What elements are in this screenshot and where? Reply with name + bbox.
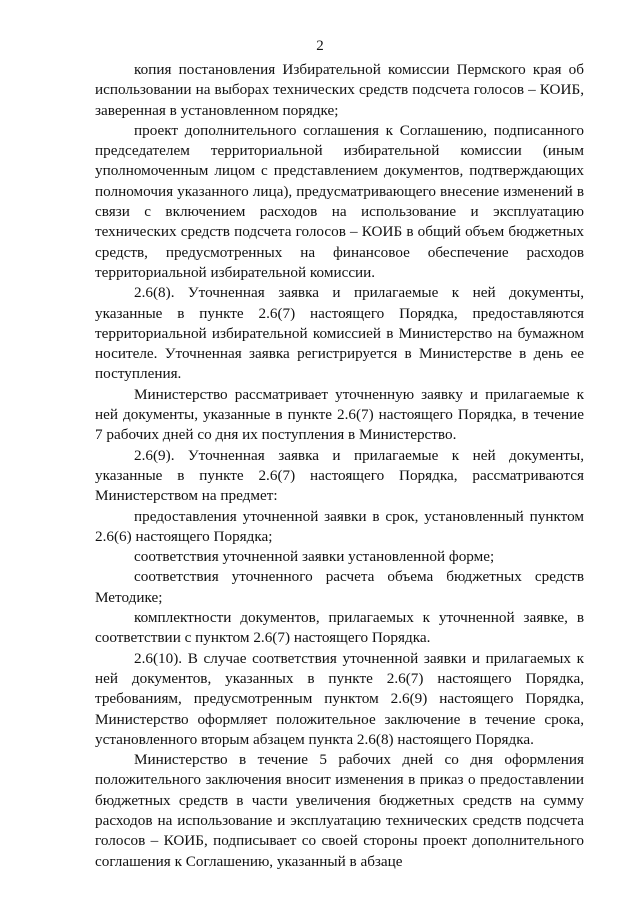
list-item-deadline: предоставления уточненной заявки в срок, установленный пунктом 2.6(6) настоящего Порядка; xyxy=(95,507,584,545)
paragraph-ministry-changes: Министерство в течение 5 рабочих дней со дня оформления положительного заключения вносит изменения в приказ о предоставлении бюджетных средств в части увеличения бюджетных средств на сумму расходов на использование и эксплуатацию технических средств подсчета голосов – КОИБ, подписывает со своей стороны проект дополнительного соглашения к Соглашению, указанный в абзаце xyxy=(95,751,584,870)
page-number: 2 xyxy=(316,38,324,54)
list-item-methodology: соответствия уточненного расчета объема бюджетных средств Методике; xyxy=(95,568,584,606)
paragraph-ministry-review: Министерство рассматривает уточненную заявку и прилагаемые к ней документы, указанные в пункте 2.6(7) настоящего Порядка, в течение 7 рабочих дней со дня их поступления в Министерство. xyxy=(95,385,584,444)
paragraph-2-6-8: 2.6(8). Уточненная заявка и прилагаемые к ней документы, указанные в пункте 2.6(7) настоящего Порядка, предоставляются территориальной избирательной комиссией в Министерство на бумажном носителе. Уточненная заявка регистрируется в Министерстве в день ее поступления. xyxy=(95,284,584,383)
list-item-form: соответствия уточненной заявки установленной форме; xyxy=(134,548,495,566)
paragraph-copy-resolution: копия постановления Избирательной комиссии Пермского края об использовании на выборах технических средств подсчета голосов – КОИБ, заверенная в установленном порядке; xyxy=(95,61,584,119)
list-item-completeness: комплектности документов, прилагаемых к уточненной заявке, в соответствии с пунктом 2.6(7) настоящего Порядка. xyxy=(95,609,584,647)
paragraph-2-6-9: 2.6(9). Уточненная заявка и прилагаемые к ней документы, указанные в пункте 2.6(7) настоящего Порядка, рассматриваются Министерством на предмет: xyxy=(95,446,584,505)
document-body xyxy=(95,60,584,872)
paragraph-2-6-10: 2.6(10). В случае соответствия уточненной заявки и прилагаемых к ней документов, указанных в пункте 2.6(7) настоящего Порядка, требованиям, предусмотренным пунктом 2.6(9) настоящего Порядка, Министерство оформляет положительное заключение в течение срока, установленного вторым абзацем пункта 2.6(8) настоящего Порядка. xyxy=(95,649,584,748)
paragraph-draft-agreement: проект дополнительного соглашения к Соглашению, подписанного председателем территориальной избирательной комиссии (иным уполномоченным лицом с представлением документов, подтверждающих полномочия указанного лица), предусматривающего внесение изменений в связи с включением расходов на использование и эксплуатацию технических средств подсчета голосов – КОИБ в общий объем бюджетных средств, предусмотренных на финансовое обеспечение расходов территориальной избирательной комиссии. xyxy=(95,121,584,281)
